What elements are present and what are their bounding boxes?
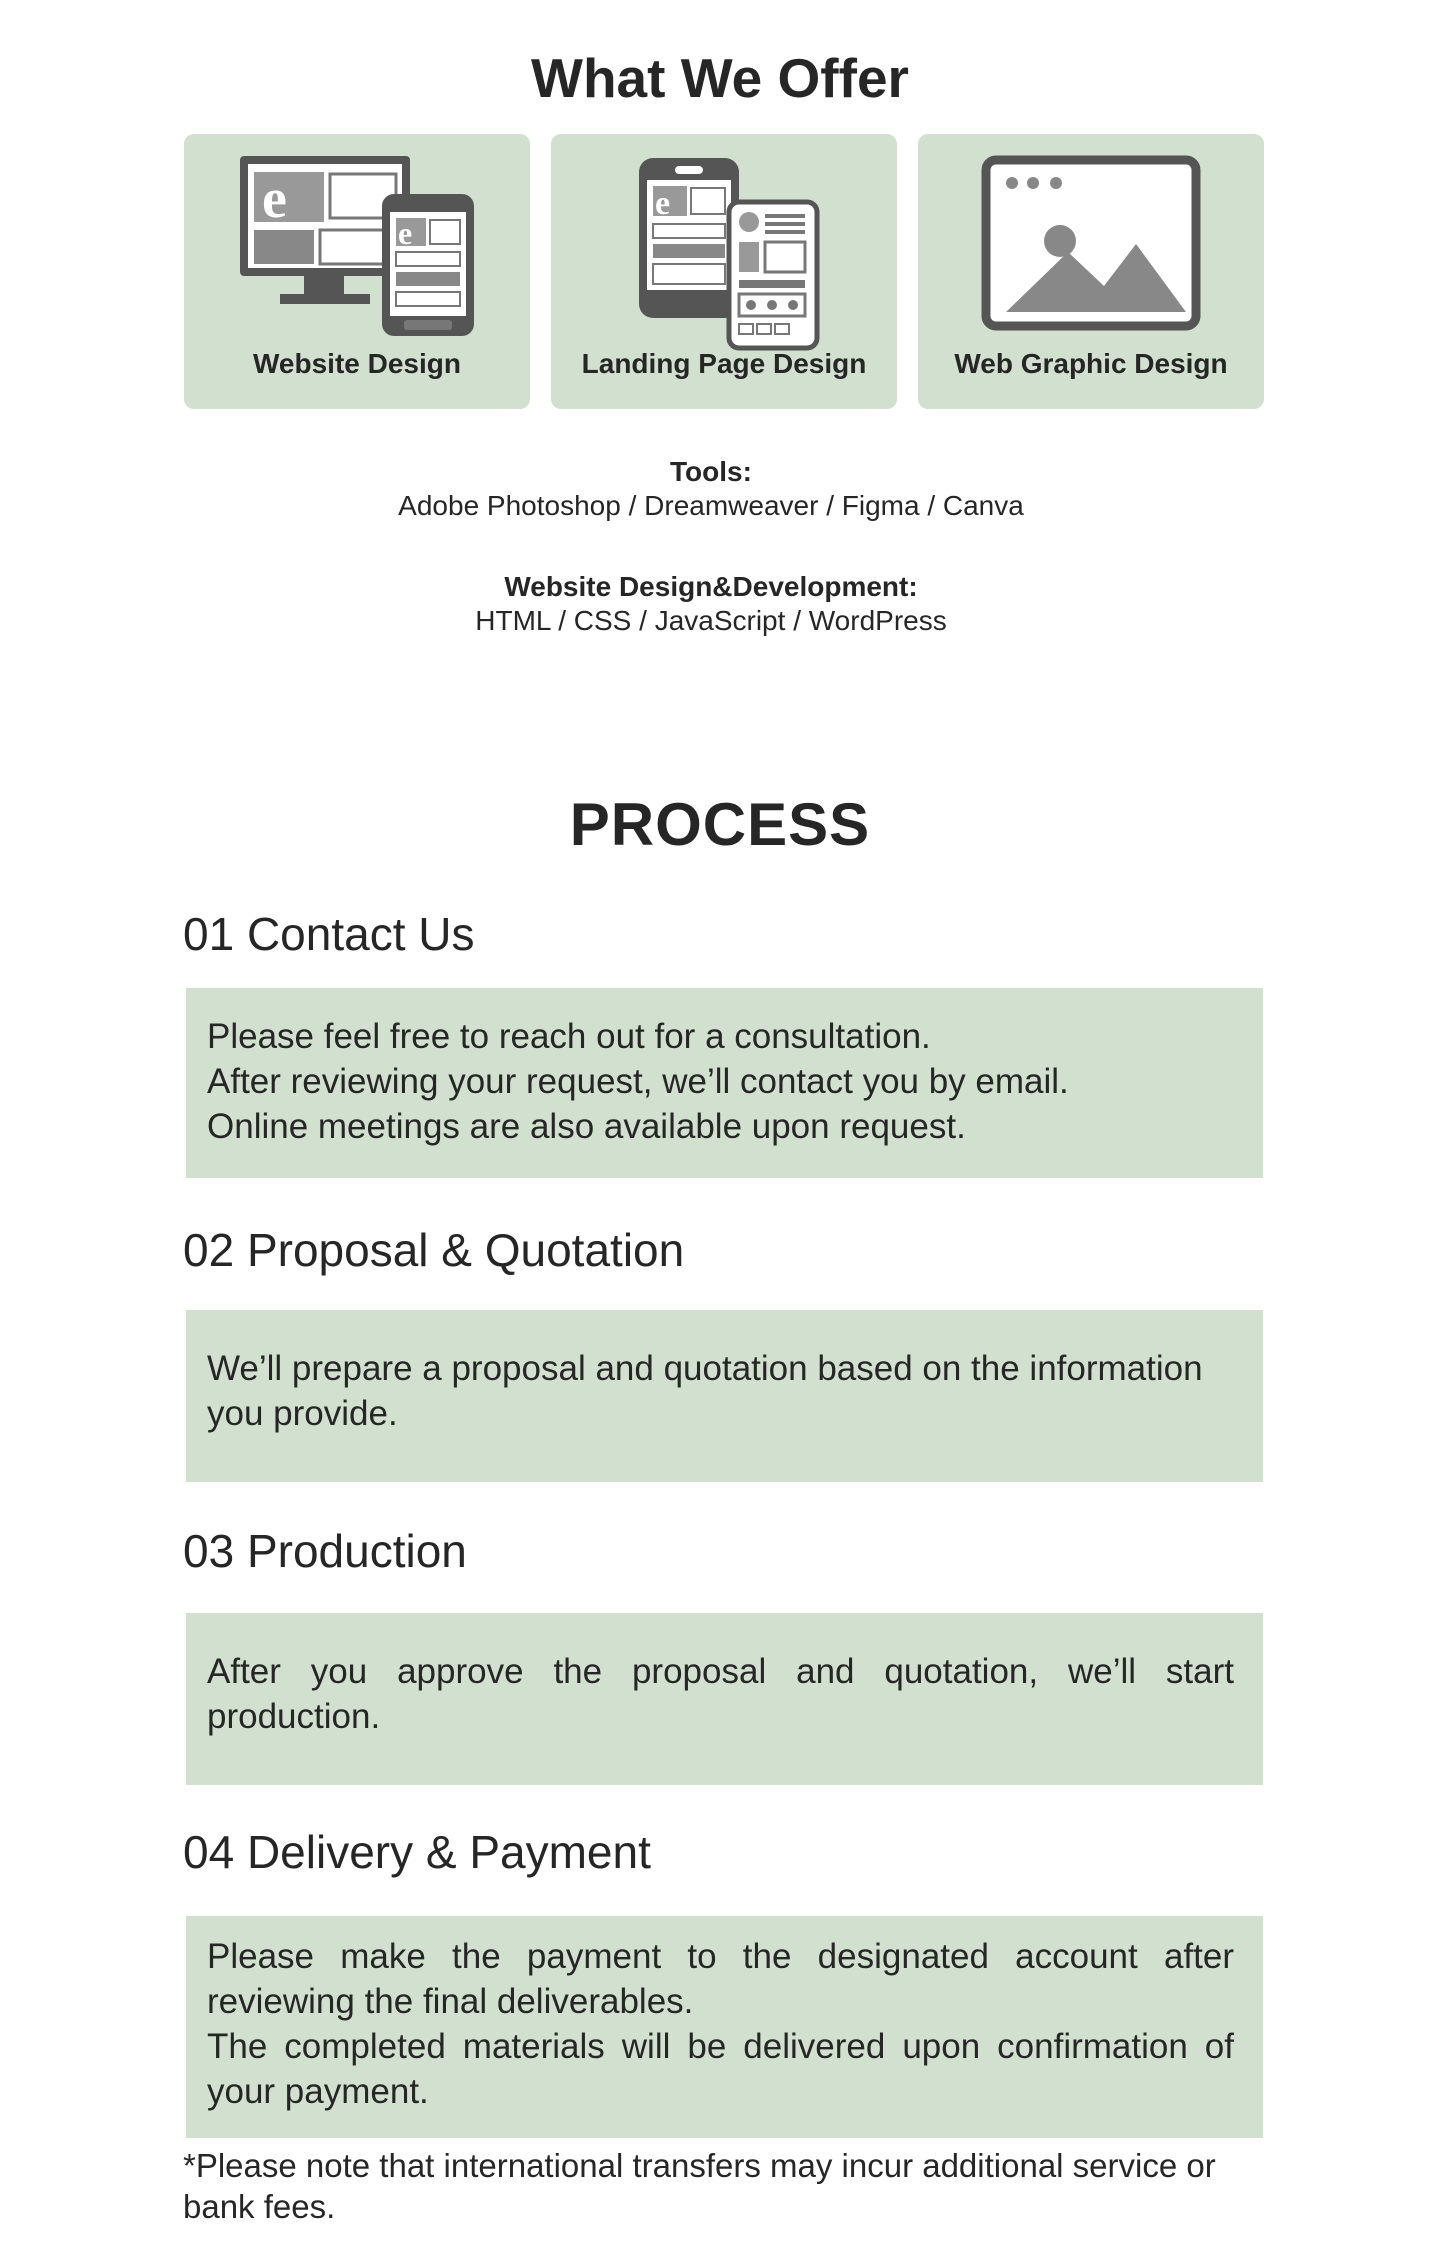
step-line: Online meetings are also available upon request. <box>207 1107 966 1146</box>
step-line: Please make the payment to the designated account after reviewing the final deliverables. <box>207 1937 1234 2021</box>
svg-text:e: e <box>398 215 413 251</box>
step-heading: 02 Proposal & Quotation <box>183 1224 685 1276</box>
step-heading: 04 Delivery & Payment <box>183 1826 651 1878</box>
tools-heading: Tools: <box>670 456 752 487</box>
step-line: We’ll prepare a proposal and quotation based on the information you provide. <box>207 1349 1203 1433</box>
step-description <box>186 1613 1263 1785</box>
process-title: PROCESS <box>569 791 871 858</box>
card-label: Landing Page Design <box>581 348 867 379</box>
offer-title: What We Offer <box>531 47 909 109</box>
fee-note: *Please note that international transfers may incur additional service or bank fees. <box>183 2147 1216 2225</box>
card-web-graphic-design[interactable] <box>918 134 1264 409</box>
step-line: After reviewing your request, we’ll contact you by email. <box>207 1062 1069 1101</box>
step-heading: 01 Contact Us <box>183 908 475 960</box>
dev-section <box>0 570 1422 638</box>
tools-list: Adobe Photoshop / Dreamweaver / Figma / Canva <box>398 490 1024 521</box>
card-website-design[interactable] <box>184 134 530 409</box>
step-description <box>186 1310 1263 1482</box>
svg-text:e: e <box>262 168 287 230</box>
dev-heading: Website Design&Development: <box>504 571 918 602</box>
card-label: Website Design <box>253 348 461 379</box>
card-landing-page-design[interactable] <box>551 134 897 409</box>
step-heading: 03 Production <box>183 1525 467 1577</box>
step-description <box>186 988 1263 1178</box>
step-line: Please feel free to reach out for a consultation. <box>207 1017 931 1056</box>
tools-section <box>0 455 1422 523</box>
svg-text:e: e <box>655 185 671 222</box>
step-line: After you approve the proposal and quotation, we’ll start production. <box>207 1652 1234 1736</box>
dev-list: HTML / CSS / JavaScript / WordPress <box>475 605 947 636</box>
step-description <box>186 1916 1263 2138</box>
card-label: Web Graphic Design <box>954 348 1228 379</box>
step-line: The completed materials will be delivered upon confirmation of your payment. <box>207 2027 1234 2111</box>
